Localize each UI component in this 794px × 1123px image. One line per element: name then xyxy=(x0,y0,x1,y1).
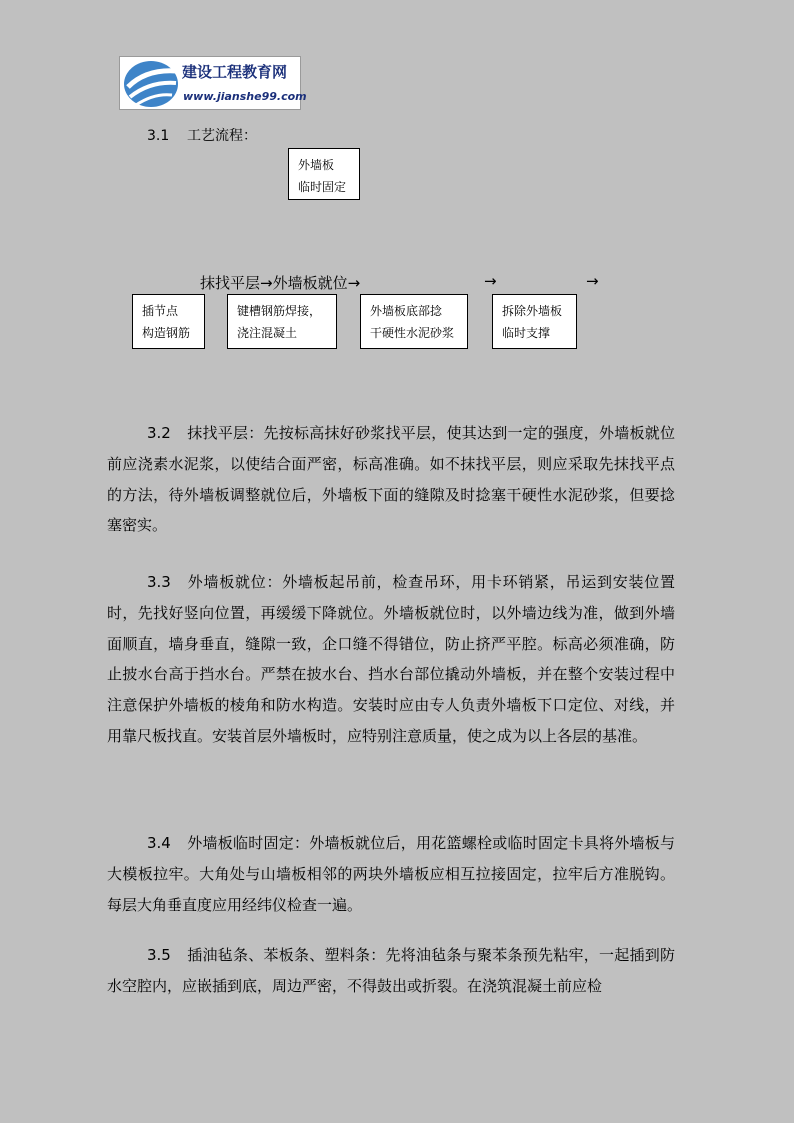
paragraph xyxy=(107,418,675,541)
site-logo xyxy=(119,56,307,110)
paragraph-text: 外墙板临时固定：外墙板就位后，用花篮螺栓或临时固定卡具将外墙板与大模板拉牢。大角处与山墙板相邻的两块外墙板应相互拉接固定，拉牢后方准脱钩。每层大角垂直度应用经纬仪检查一遍。 xyxy=(107,834,675,914)
flow-main-line: 抹找平层→外墙板就位→ xyxy=(200,274,361,292)
flow-arrow: → xyxy=(484,272,497,290)
paragraph-text: 抹找平层：先按标高抹好砂浆找平层，使其达到一定的强度，外墙板就位前应浇素水泥浆，以使结合面严密，标高准确。如不抹找平层，则应采取先抹找平点的方法，待外墙板调整就位后，外墙板下面的缝隙及时捻塞干硬性水泥砂浆，但要捻塞密实。 xyxy=(107,424,675,535)
flow-arrow: → xyxy=(586,272,599,290)
paragraph xyxy=(107,828,675,920)
flow-box-weld-pour: 键槽钢筋焊接， 浇注混凝土 xyxy=(227,294,337,349)
paragraph-number: 3.4 xyxy=(147,834,171,852)
flow-box-mortar: 外墙板底部捻 干硬性水泥砂浆 xyxy=(360,294,468,349)
flow-box-temp-fix: 外墙板 临时固定 xyxy=(288,148,360,200)
logo-url: www.jianshe99.com xyxy=(183,90,307,103)
logo-globe-icon xyxy=(122,59,180,109)
section-title xyxy=(147,125,257,145)
paragraph xyxy=(107,567,675,752)
section-title-text: 工艺流程： xyxy=(187,128,257,144)
paragraph-number: 3.5 xyxy=(147,946,171,964)
section-number: 3.1 xyxy=(147,128,170,144)
logo-name: 建设工程教育网 xyxy=(182,63,288,81)
paragraph xyxy=(107,940,675,1002)
paragraph-text: 插油毡条、苯板条、塑料条：先将油毡条与聚苯条预先粘牢，一起插到防水空腔内，应嵌插到底，周边严密，不得鼓出或折裂。在浇筑混凝土前应检 xyxy=(107,946,675,995)
flow-box-remove-support: 拆除外墙板 临时支撑 xyxy=(492,294,577,349)
paragraph-text: 外墙板就位：外墙板起吊前，检查吊环，用卡环销紧，吊运到安装位置时，先找好竖向位置，再缓缓下降就位。外墙板就位时，以外墙边线为准，做到外墙面顺直，墙身垂直，缝隙一致，企口缝不得错位，防止挤严平腔。标高必须准确，防止披水台高于挡水台。严禁在披水台、挡水台部位撬动外墙板，并在整个安装过程中注意保护外墙板的棱角和防水构造。安装时应由专人负责外墙板下口定位、对线，并用靠尺板找直。安装首层外墙板时，应特别注意质量，使之成为以上各层的基准。 xyxy=(107,573,675,745)
paragraph-number: 3.3 xyxy=(147,573,171,591)
flow-box-insert-bars: 插节点 构造钢筋 xyxy=(132,294,205,349)
paragraph-number: 3.2 xyxy=(147,424,171,442)
